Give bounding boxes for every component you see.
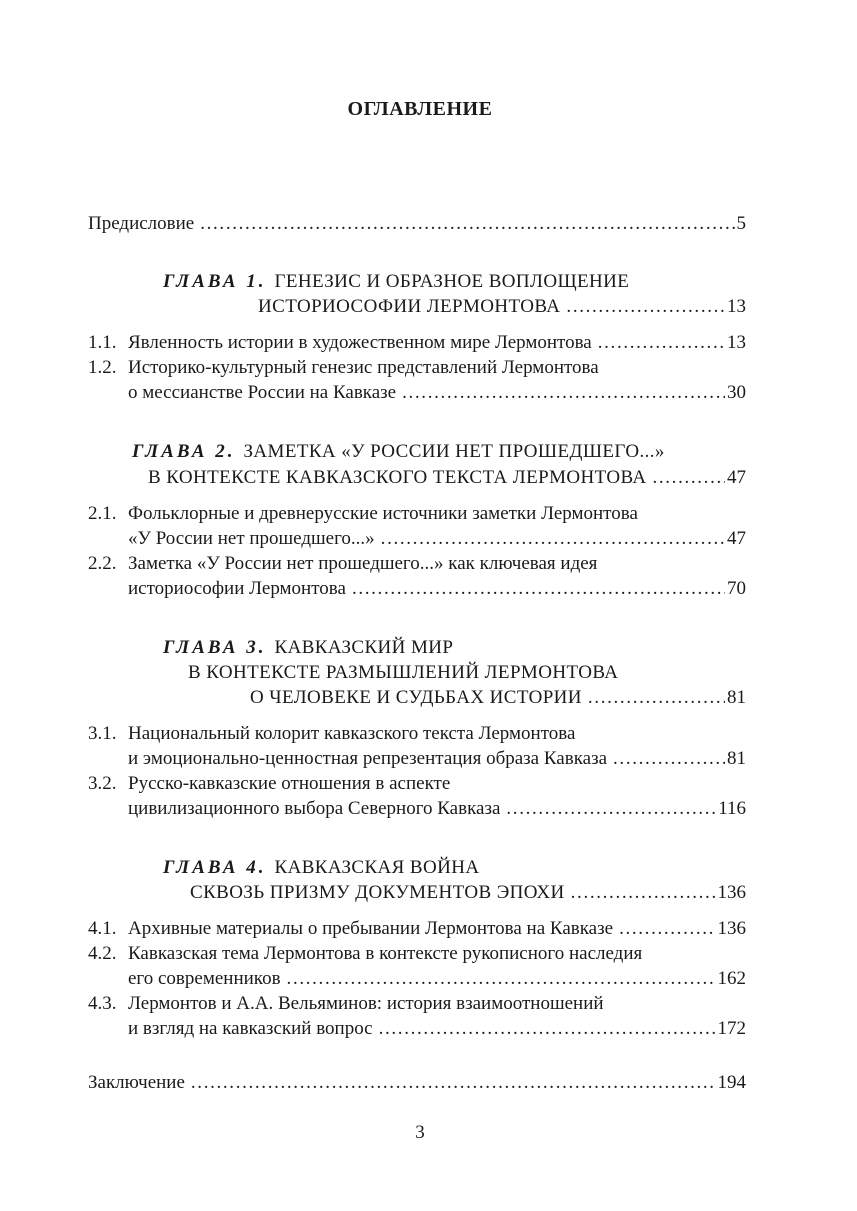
chapter-4-heading-line2[interactable]: [190, 881, 746, 905]
toc-page: 194: [717, 1072, 746, 1093]
section-number: 1.1.: [88, 332, 117, 353]
chapter-title-line: СКВОЗЬ ПРИЗМУ ДОКУМЕНТОВ ЭПОХИ: [190, 882, 565, 903]
toc-entry-4-2-line2[interactable]: [128, 967, 746, 991]
toc-entry-4-3[interactable]: Лермонтов и А.А. Вельяминов: история взаимоотношений: [128, 993, 604, 1014]
dot-leader: [200, 212, 734, 236]
toc-page: 13: [727, 296, 746, 317]
dot-leader: [379, 1017, 716, 1041]
dot-leader: [619, 917, 715, 941]
chapter-3-heading-line2[interactable]: В КОНТЕКСТЕ РАЗМЫШЛЕНИЙ ЛЕРМОНТОВА: [188, 662, 619, 683]
chapter-4-heading[interactable]: [163, 856, 746, 880]
toc-entry-4-2[interactable]: Кавказская тема Лермонтова в контексте рукописного наследия: [128, 943, 643, 964]
section-number: 4.3.: [88, 993, 117, 1014]
dot-leader: [566, 295, 725, 319]
chapter-label: ГЛАВА 1.: [163, 271, 267, 292]
toc-label: «У России нет прошедшего...»: [128, 528, 375, 549]
toc-entry-1-2-line2[interactable]: [128, 381, 746, 405]
toc-page: 162: [717, 968, 746, 989]
chapter-title-line: ЗАМЕТКА «У РОССИИ НЕТ ПРОШЕДШЕГО...»: [243, 441, 665, 462]
dot-leader: [613, 747, 725, 771]
dot-leader: [506, 797, 716, 821]
toc-label: Архивные материалы о пребывании Лермонтова на Кавказе: [128, 918, 614, 939]
toc-entry-1-1[interactable]: [128, 331, 746, 355]
section-number: 2.2.: [88, 553, 117, 574]
toc-label: и эмоционально-ценностная репрезентация образа Кавказа: [128, 748, 608, 769]
page-number: 3: [415, 1122, 425, 1143]
chapter-3-heading[interactable]: [163, 636, 746, 660]
dot-leader: [381, 527, 725, 551]
toc-page: 136: [717, 918, 746, 939]
toc-label: историософии Лермонтова: [128, 578, 346, 599]
dot-leader: [287, 967, 716, 991]
toc-entry-3-1-line2[interactable]: [128, 747, 746, 771]
page-title: ОГЛАВЛЕНИЕ: [347, 98, 493, 120]
toc-page: 47: [727, 467, 746, 488]
chapter-title-line: О ЧЕЛОВЕКЕ И СУДЬБАХ ИСТОРИИ: [250, 687, 582, 708]
toc-preface[interactable]: [88, 212, 746, 236]
chapter-2-heading[interactable]: [132, 440, 746, 464]
toc-label: Предисловие: [88, 213, 195, 234]
toc-page: 13: [727, 332, 746, 353]
toc-label: цивилизационного выбора Северного Кавказа: [128, 798, 501, 819]
chapter-title-line: КАВКАЗСКАЯ ВОЙНА: [274, 857, 480, 878]
toc-page: 30: [727, 382, 746, 403]
toc-entry-3-2-line2[interactable]: [128, 797, 746, 821]
toc-page: 116: [718, 798, 746, 819]
toc-page: 81: [727, 687, 746, 708]
chapter-title-line: ГЕНЕЗИС И ОБРАЗНОЕ ВОПЛОЩЕНИЕ: [274, 271, 630, 292]
toc-page: 5: [736, 213, 746, 234]
toc-entry-2-1[interactable]: Фольклорные и древнерусские источники заметки Лермонтова: [128, 503, 638, 524]
chapter-title-line: КАВКАЗСКИЙ МИР: [274, 637, 454, 658]
toc-entry-1-2[interactable]: Историко-культурный генезис представлений Лермонтова: [128, 357, 599, 378]
dot-leader: [598, 331, 725, 355]
section-number: 3.2.: [88, 773, 117, 794]
chapter-label: ГЛАВА 4.: [163, 857, 267, 878]
dot-leader: [191, 1071, 716, 1095]
chapter-1-heading[interactable]: [163, 270, 746, 294]
toc-page: 47: [727, 528, 746, 549]
toc-conclusion[interactable]: [88, 1071, 746, 1095]
section-number: 4.2.: [88, 943, 117, 964]
chapter-label: ГЛАВА 2.: [132, 441, 236, 462]
dot-leader: [402, 381, 725, 405]
chapter-1-heading-line2[interactable]: [258, 295, 746, 319]
toc-page: 81: [727, 748, 746, 769]
toc-label: Явленность истории в художественном мире Лермонтова: [128, 332, 592, 353]
dot-leader: [571, 881, 716, 905]
toc-entry-2-2[interactable]: Заметка «У России нет прошедшего...» как ключевая идея: [128, 553, 598, 574]
section-number: 4.1.: [88, 918, 117, 939]
section-number: 1.2.: [88, 357, 117, 378]
section-number: 2.1.: [88, 503, 117, 524]
toc-entry-2-1-line2[interactable]: [128, 527, 746, 551]
dot-leader: [652, 466, 725, 490]
section-number: 3.1.: [88, 723, 117, 744]
toc-label: Заключение: [88, 1072, 185, 1093]
toc-label: о мессианстве России на Кавказе: [128, 382, 397, 403]
toc-entry-2-2-line2[interactable]: [128, 577, 746, 601]
toc-page: 136: [717, 882, 746, 903]
chapter-2-heading-line2[interactable]: [148, 466, 746, 490]
chapter-title-line: ИСТОРИОСОФИИ ЛЕРМОНТОВА: [258, 296, 561, 317]
toc-entry-3-2[interactable]: Русско-кавказские отношения в аспекте: [128, 773, 451, 794]
toc-label: его современников: [128, 968, 281, 989]
toc-entry-4-1[interactable]: [128, 917, 746, 941]
chapter-3-heading-line3[interactable]: [250, 686, 746, 710]
chapter-label: ГЛАВА 3.: [163, 637, 267, 658]
toc-entry-3-1[interactable]: Национальный колорит кавказского текста Лермонтова: [128, 723, 576, 744]
toc-label: и взгляд на кавказский вопрос: [128, 1018, 373, 1039]
toc-entry-4-3-line2[interactable]: [128, 1017, 746, 1041]
chapter-title-line: В КОНТЕКСТЕ КАВКАЗСКОГО ТЕКСТА ЛЕРМОНТОВА: [148, 467, 647, 488]
dot-leader: [352, 577, 725, 601]
dot-leader: [588, 686, 725, 710]
toc-page: 70: [727, 578, 746, 599]
toc-page: 172: [717, 1018, 746, 1039]
